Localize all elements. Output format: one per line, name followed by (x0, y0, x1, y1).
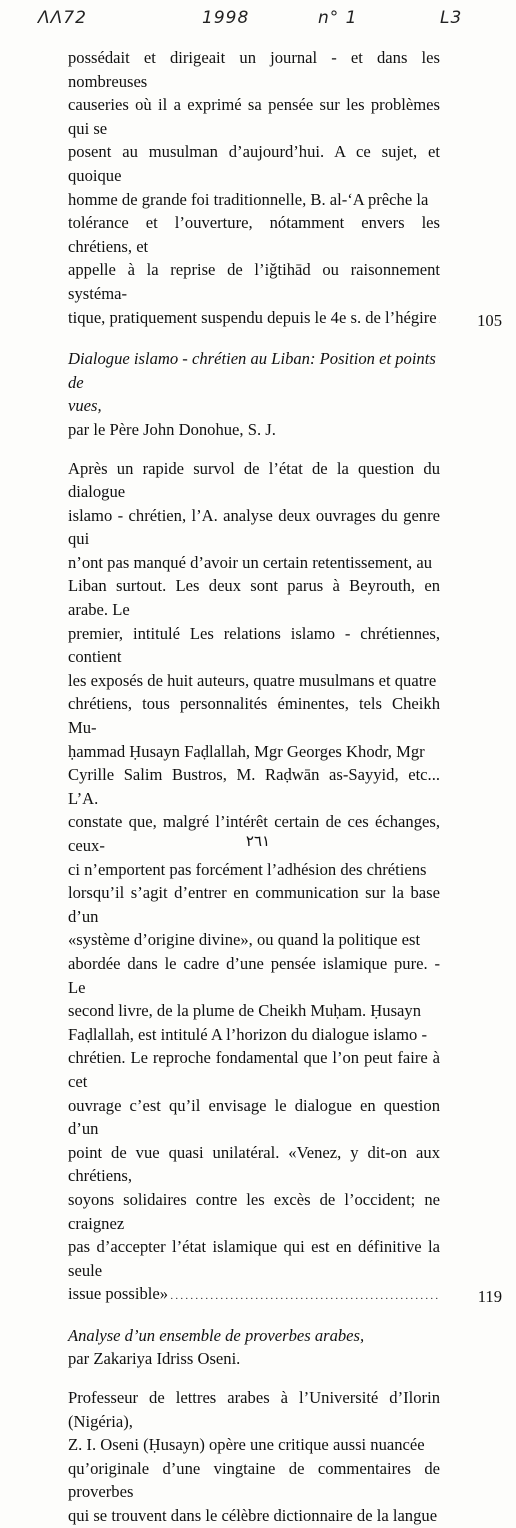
text-line: qu’originale d’une vingtaine de commentaires de proverbes (68, 1458, 440, 1502)
text-line: ḥammad Ḥusayn Faḍlallah, Mgr Georges Khodr, Mgr (68, 741, 425, 761)
text-line: lorsqu’il s’agit d’entrer en communication sur la base d’un (68, 883, 440, 926)
entry-ref-row (68, 1282, 502, 1309)
text-line: soyons solidaires contre les excès de l’occident; ne craignez (68, 1189, 440, 1233)
text-line: pas d’accepter l’état islamique qui est en définitive la seule (68, 1237, 440, 1280)
text-line: appelle à la reprise de l’iǧtihād ou raisonnement systéma- (68, 260, 440, 303)
text-line: causeries où il a exprimé sa pensée sur les problèmes qui se (68, 95, 440, 138)
handwritten-note-right: L3 (440, 8, 463, 28)
page-reference: 119 (477, 1287, 502, 1307)
text-line: second livre, de la plume de Cheikh Muḥam. Ḥusayn (68, 1001, 421, 1021)
text-line: Z. I. Oseni (Ḥusayn) opère une critique aussi nuancée (68, 1435, 425, 1455)
text-line: Professeur de lettres arabes à l’Université d’Ilorin (Nigéria), (68, 1388, 440, 1431)
article-title-cont: vues, (68, 396, 102, 416)
entry-ref-row (68, 306, 502, 333)
text-line: premier, intitulé Les relations islamo - chrétiennes, contient (68, 623, 440, 667)
text-line: qui se trouvent dans le célèbre dictionnaire de la langue (68, 1506, 438, 1526)
page-body (68, 46, 502, 1528)
text-line: Après un rapide survol de l’état de la question du dialogue (68, 458, 440, 502)
text-line: Faḍlallah, est intitulé A l’horizon du dialogue islamo - (68, 1024, 428, 1044)
text-line: tolérance et l’ouverture, nótamment envers les chrétiens, et (68, 213, 440, 256)
text-line: islamo - chrétien, l’A. analyse deux ouvrages du genre qui (68, 505, 440, 549)
article-title: Dialogue islamo - chrétien au Liban: Position et points de (68, 349, 436, 392)
text-line: homme de grande foi traditionnelle, B. al-‘A prêche la (68, 189, 429, 209)
text-line: chrétiens, tous personnalités éminentes, tels Cheikh Mu- (68, 694, 440, 738)
page-number: ٢٦١ (245, 832, 271, 850)
handwritten-note-left: ΛΛ72 (38, 8, 87, 28)
article-byline: par le Père John Donohue, S. J. (68, 419, 276, 439)
article-title: Analyse d’un ensemble de proverbes arabes, (68, 1325, 365, 1345)
paragraph-continued (68, 46, 502, 332)
article-entry (68, 1324, 440, 1528)
text-line: «système d’origine divine», ou quand la politique est (68, 930, 421, 950)
text-line: Cyrille Salim Bustros, M. Raḍwān as-Sayyid, etc... L’A. (68, 765, 440, 808)
text-line: Liban surtout. Les deux sont parus à Beyrouth, en arabe. Le (68, 576, 440, 620)
text-line: point de vue quasi unilatéral. «Venez, y dit-on aux chrétiens, (68, 1142, 440, 1186)
text-line: ci n’emportent pas forcément l’adhésion des chrétiens (68, 859, 427, 879)
text-line: constate que, malgré l’intérêt certain de ces échanges, ceux- (68, 812, 440, 855)
text-line: ouvrage c’est qu’il envisage le dialogue en question d’un (68, 1095, 440, 1139)
text-line: possédait et dirigeait un journal - et dans les nombreuses (68, 48, 440, 91)
text-line: n’ont pas manqué d’avoir un certain retentissement, au (68, 552, 433, 572)
text-line: les exposés de huit auteurs, quatre musulmans et quatre (68, 670, 437, 690)
article-byline: par Zakariya Idriss Oseni. (68, 1349, 241, 1369)
text-line: chrétien. Le reproche fondamental que l’on peut faire à cet (68, 1048, 440, 1091)
text-line: posent au musulman d’aujourd’hui. A ce sujet, et quoique (68, 142, 440, 185)
text-line-leader: tique, pratiquement suspendu depuis le 4e s. de l’hégire . . . (68, 306, 440, 333)
text-line: abordée dans le cadre d’une pensée islamique pure. - Le (68, 953, 440, 997)
article-entry (68, 347, 502, 1309)
handwritten-note-year: 1998 (202, 8, 250, 28)
text-line-leader: issue possible» . . . (68, 1282, 440, 1309)
page-reference: 105 (477, 310, 502, 330)
handwritten-note-issue: n° 1 (318, 8, 358, 28)
